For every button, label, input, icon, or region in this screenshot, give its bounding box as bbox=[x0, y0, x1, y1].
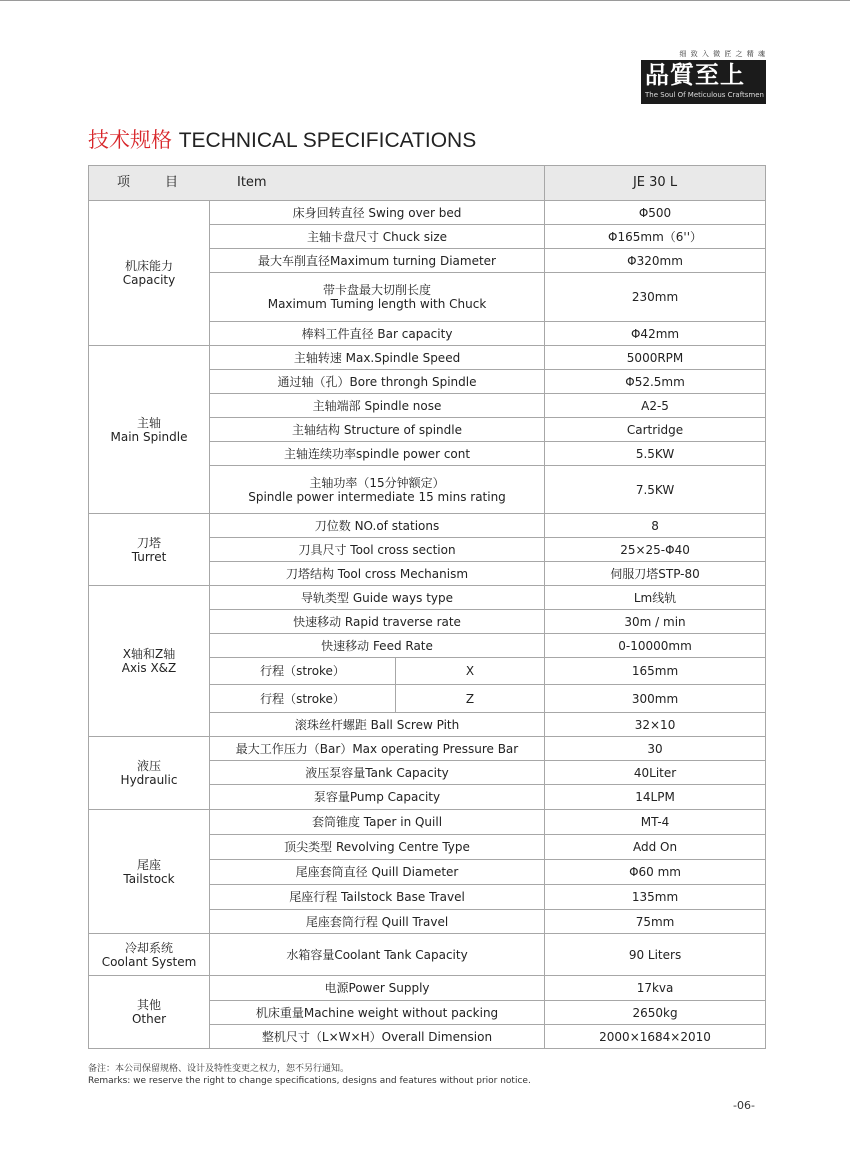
spec-value: 30m / min bbox=[545, 610, 766, 634]
page-title bbox=[88, 124, 476, 154]
category-axis: X轴和Z轴 Axis X&Z bbox=[89, 586, 210, 737]
spec-value: Cartridge bbox=[545, 418, 766, 442]
spec-value: Φ42mm bbox=[545, 322, 766, 346]
table-row bbox=[89, 346, 766, 370]
page-number: -06- bbox=[733, 1099, 755, 1112]
spec-value: 伺服刀塔STP-80 bbox=[545, 562, 766, 586]
header-item-en: Item bbox=[237, 175, 267, 190]
spec-label: 套筒锥度 Taper in Quill bbox=[210, 810, 545, 835]
spec-label: 尾座行程 Tailstock Base Travel bbox=[210, 885, 545, 910]
spec-value: 2000×1684×2010 bbox=[545, 1025, 766, 1049]
remarks-en: Remarks: we reserve the right to change specifications, designs and features without prior notice. bbox=[88, 1076, 531, 1086]
spec-value: A2-5 bbox=[545, 394, 766, 418]
logo-box bbox=[641, 60, 766, 104]
remarks bbox=[88, 1063, 531, 1087]
spec-label: 行程（stroke） bbox=[210, 685, 396, 713]
category-coolant: 冷却系统 Coolant System bbox=[89, 934, 210, 976]
category-hydraulic: 液压 Hydraulic bbox=[89, 737, 210, 810]
page-title-cn: 技术规格 bbox=[88, 128, 172, 152]
spec-value: 30 bbox=[545, 737, 766, 761]
spec-label: 快速移动 Rapid traverse rate bbox=[210, 610, 545, 634]
brand-logo bbox=[641, 48, 766, 104]
spec-value: 32×10 bbox=[545, 713, 766, 737]
header-item-cn: 项 目 bbox=[117, 175, 182, 190]
spec-value: 0-10000mm bbox=[545, 634, 766, 658]
spec-sub-label: Z bbox=[396, 685, 545, 713]
spec-value: 14LPM bbox=[545, 785, 766, 810]
spec-value: 5.5KW bbox=[545, 442, 766, 466]
logo-main-text: 品質至上 bbox=[645, 60, 745, 89]
spec-label: 刀塔结构 Tool cross Mechanism bbox=[210, 562, 545, 586]
table-row bbox=[89, 514, 766, 538]
spec-label: 最大车削直径Maximum turning Diameter bbox=[210, 249, 545, 273]
header-model: JE 30 L bbox=[545, 166, 766, 201]
table-row bbox=[89, 586, 766, 610]
spec-label: 快速移动 Feed Rate bbox=[210, 634, 545, 658]
spec-label: 尾座套筒行程 Quill Travel bbox=[210, 910, 545, 934]
category-tailstock: 尾座 Tailstock bbox=[89, 810, 210, 934]
spec-value: 90 Liters bbox=[545, 934, 766, 976]
spec-table bbox=[88, 165, 766, 1049]
spec-value: 230mm bbox=[545, 273, 766, 322]
category-capacity: 机床能力 Capacity bbox=[89, 201, 210, 346]
spec-label: 通过轴（孔）Bore throngh Spindle bbox=[210, 370, 545, 394]
spec-value: 300mm bbox=[545, 685, 766, 713]
spec-value: Φ320mm bbox=[545, 249, 766, 273]
spec-label: 主轴功率（15分钟额定） Spindle power intermediate 15 mins rating bbox=[210, 466, 545, 514]
spec-value: 8 bbox=[545, 514, 766, 538]
spec-label: 刀具尺寸 Tool cross section bbox=[210, 538, 545, 562]
spec-label: 主轴连续功率spindle power cont bbox=[210, 442, 545, 466]
category-spindle: 主轴 Main Spindle bbox=[89, 346, 210, 514]
spec-label: 棒料工件直径 Bar capacity bbox=[210, 322, 545, 346]
spec-value: 75mm bbox=[545, 910, 766, 934]
spec-label: 刀位数 NO.of stations bbox=[210, 514, 545, 538]
spec-label: 泵容量Pump Capacity bbox=[210, 785, 545, 810]
spec-value: Φ60 mm bbox=[545, 860, 766, 885]
spec-label: 带卡盘最大切削长度 Maximum Tuming length with Chuck bbox=[210, 273, 545, 322]
spec-label: 最大工作压力（Bar）Max operating Pressure Bar bbox=[210, 737, 545, 761]
spec-value: 25×25-Φ40 bbox=[545, 538, 766, 562]
spec-label: 尾座套筒直径 Quill Diameter bbox=[210, 860, 545, 885]
logo-slogan: 细 致 入 微 匠 之 精 魂 bbox=[679, 50, 766, 58]
spec-label: 导轨类型 Guide ways type bbox=[210, 586, 545, 610]
spec-value: Φ52.5mm bbox=[545, 370, 766, 394]
spec-value: 2650kg bbox=[545, 1001, 766, 1025]
spec-value: 135mm bbox=[545, 885, 766, 910]
spec-value: 5000RPM bbox=[545, 346, 766, 370]
spec-label: 电源Power Supply bbox=[210, 976, 545, 1001]
table-row bbox=[89, 976, 766, 1001]
spec-label: 主轴端部 Spindle nose bbox=[210, 394, 545, 418]
header-item-cell bbox=[89, 166, 545, 201]
spec-value: Φ165mm（6''） bbox=[545, 225, 766, 249]
spec-label: 水箱容量Coolant Tank Capacity bbox=[210, 934, 545, 976]
page-title-en: TECHNICAL SPECIFICATIONS bbox=[178, 129, 477, 152]
spec-value: Add On bbox=[545, 835, 766, 860]
spec-label: 整机尺寸（L×W×H）Overall Dimension bbox=[210, 1025, 545, 1049]
category-other: 其他 Other bbox=[89, 976, 210, 1049]
spec-sub-label: X bbox=[396, 658, 545, 685]
top-rule bbox=[0, 0, 850, 1]
spec-value: 17kva bbox=[545, 976, 766, 1001]
spec-label: 行程（stroke） bbox=[210, 658, 396, 685]
spec-value: Lm线轨 bbox=[545, 586, 766, 610]
spec-value: Φ500 bbox=[545, 201, 766, 225]
table-row bbox=[89, 201, 766, 225]
table-header-row bbox=[89, 166, 766, 201]
spec-label: 滚珠丝杆螺距 Ball Screw Pith bbox=[210, 713, 545, 737]
spec-label: 床身回转直径 Swing over bed bbox=[210, 201, 545, 225]
spec-value: 165mm bbox=[545, 658, 766, 685]
spec-value: MT-4 bbox=[545, 810, 766, 835]
spec-label: 机床重量Machine weight without packing bbox=[210, 1001, 545, 1025]
category-turret: 刀塔 Turret bbox=[89, 514, 210, 586]
spec-label: 顶尖类型 Revolving Centre Type bbox=[210, 835, 545, 860]
table-row bbox=[89, 934, 766, 976]
table-row bbox=[89, 737, 766, 761]
spec-label: 主轴卡盘尺寸 Chuck size bbox=[210, 225, 545, 249]
spec-label: 主轴结构 Structure of spindle bbox=[210, 418, 545, 442]
remarks-cn: 备注：本公司保留规格、设计及特性变更之权力，恕不另行通知。 bbox=[88, 1064, 350, 1074]
spec-label: 液压泵容量Tank Capacity bbox=[210, 761, 545, 785]
spec-value: 7.5KW bbox=[545, 466, 766, 514]
spec-value: 40Liter bbox=[545, 761, 766, 785]
table-row bbox=[89, 810, 766, 835]
spec-label: 主轴转速 Max.Spindle Speed bbox=[210, 346, 545, 370]
logo-sub-text: The Soul Of Meticulous Craftsmen bbox=[645, 91, 764, 99]
